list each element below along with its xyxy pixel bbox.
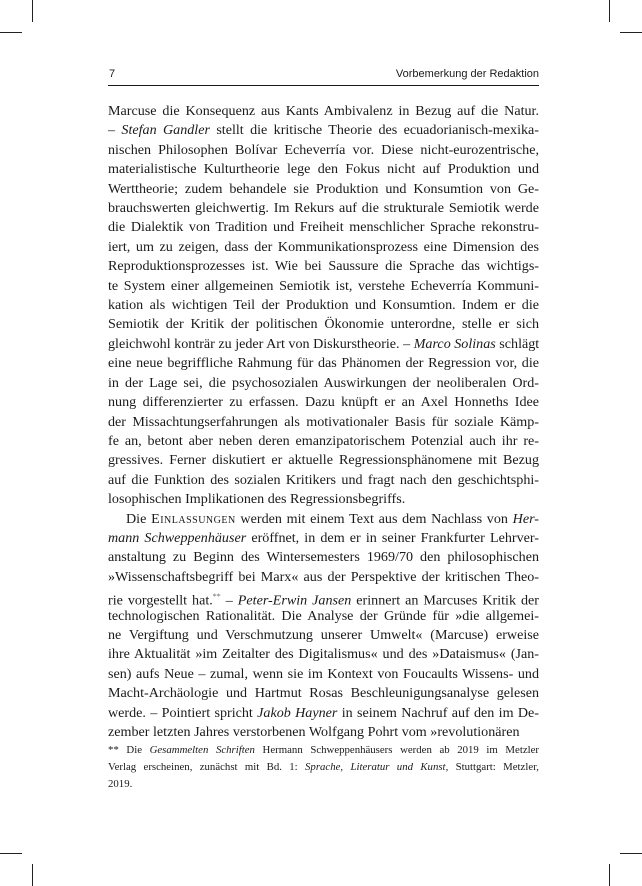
crop-mark	[620, 32, 642, 33]
italic-run: mann Schweppenhäuser	[108, 529, 247, 546]
text-run: ne Vergiftung und Verschmutzung unserer Umwelt« (Marcuse) erweise	[108, 626, 539, 643]
text-run: in seinem Nachruf auf den im De-	[337, 704, 539, 721]
text-line	[108, 587, 539, 609]
text-run: Semiotik der Kritik der politischen Ökonomie unterordne, stelle er sich	[108, 316, 539, 333]
page-number: 7	[109, 68, 116, 80]
text-line	[108, 393, 539, 412]
text-run: auf die Funktion des sozialen Kritikers und fragt nach den geschichtsphi-	[108, 471, 539, 488]
footnote-marker: **	[212, 592, 221, 602]
text-line	[108, 180, 539, 199]
text-run: ** Die	[108, 744, 150, 756]
crop-mark	[609, 0, 610, 22]
footnote-line	[108, 776, 539, 793]
text-line	[108, 510, 539, 529]
text-line	[108, 704, 539, 723]
italic-run: Marco Solinas	[413, 335, 496, 352]
footnote	[108, 742, 539, 793]
text-line	[108, 277, 539, 296]
text-line	[108, 199, 539, 218]
text-run: werden mit einem Text aus dem Nachlass von	[235, 510, 513, 527]
text-run: zember letzten Jahres verstorbenen Wolfgang Pohrt vom »revolutionären	[108, 724, 520, 740]
text-line	[108, 451, 539, 470]
text-run: anstaltung zu Beginn des Wintersemesters 1969/70 den philosophischen	[108, 549, 539, 566]
italic-run: Peter-Erwin Jansen	[237, 592, 352, 609]
text-line	[108, 645, 539, 664]
crop-mark	[620, 853, 642, 854]
text-run: nischen Philosophen Bolívar Echeverría vor. Diese nicht-eurozentrische,	[108, 141, 539, 158]
text-line	[108, 121, 539, 140]
crop-mark	[609, 864, 610, 886]
footnote-line	[108, 759, 539, 776]
crop-mark	[32, 864, 33, 886]
body-text	[108, 102, 539, 742]
text-run: –	[220, 592, 238, 609]
text-run: Die	[126, 510, 152, 527]
crop-mark	[0, 32, 22, 33]
italic-run: Sprache, Literatur und Kunst	[305, 761, 446, 773]
text-line	[108, 529, 539, 548]
italic-run: Stefan Gandler	[121, 122, 210, 139]
text-run: »Wissenschaftsbegriff bei Marx« aus der Perspektive der kritischen Theo-	[108, 568, 539, 585]
text-run: der Missachtungserfahrungen als motivationaler Basis für soziale Kämp-	[108, 413, 539, 430]
text-run: die Dialektik von Tradition und Freiheit menschlicher Sprache rekonstru-	[108, 219, 539, 236]
text-line	[108, 315, 539, 334]
text-run: schlägt	[495, 335, 540, 352]
crop-mark	[32, 0, 33, 22]
text-run: materialistische Kulturtheorie lege den Fokus nicht auf Produktion und	[108, 161, 539, 178]
text-line	[108, 607, 539, 626]
text-run: , Stuttgart: Metzler,	[445, 761, 539, 773]
text-run: erinnert an Marcuses Kritik der	[351, 592, 539, 609]
text-run: gressives. Ferner diskutiert er aktuelle Regressionsphänomene mit Bezug	[108, 452, 539, 469]
text-line	[108, 102, 539, 121]
text-run: ihre Aktualität »im Zeitalter des Digitalismus« und des »Dataismus« (Jan-	[108, 646, 539, 663]
text-line	[108, 238, 539, 257]
text-line	[108, 723, 539, 742]
text-line	[108, 471, 539, 490]
italic-run: Jakob Hayner	[257, 704, 338, 721]
text-run: –	[108, 122, 122, 139]
text-line	[108, 141, 539, 160]
text-line	[108, 296, 539, 315]
text-run: in der Lage sei, die psychosozialen Auswirkungen der neoliberalen Ord-	[108, 374, 539, 391]
text-run: Werttheorie; zudem behandele sie Produktion und Konsumtion von Ge-	[108, 180, 539, 197]
text-run: Hermann Schweppenhäusers werden ab 2019 im Metzler	[254, 744, 539, 756]
running-head: Vorbemerkung der Redaktion	[395, 68, 539, 80]
text-line	[108, 354, 539, 373]
italic-run: Her-	[512, 510, 540, 527]
text-run: iert, um zu zeigen, dass der Kommunikationsprozess eine Dimension des	[108, 238, 539, 255]
text-line	[108, 374, 539, 393]
text-line	[108, 665, 539, 684]
text-line	[108, 432, 539, 451]
text-run: brauchswerten gleichwertig. Im Rekurs auf die strukturale Semiotik werde	[108, 200, 539, 217]
text-run: Reproduktionsprozesses ist. Wie bei Saussure die Sprache das wichtigs-	[108, 258, 539, 275]
text-run: nung differenzierter zu erfassen. Dazu knüpft er an Axel Honneths Idee	[108, 394, 539, 411]
text-line	[108, 548, 539, 567]
text-run: Macht-Archäologie und Hartmut Rosas Beschleunigungsanalyse gelesen	[108, 685, 539, 702]
text-line	[108, 218, 539, 237]
crop-mark	[0, 853, 22, 854]
text-line	[108, 626, 539, 645]
text-run: rie vorgestellt hat.	[108, 592, 213, 609]
footnote-line	[108, 742, 539, 759]
text-line	[108, 413, 539, 432]
text-run: gleichwohl konträr zu jeder Art von Diskurstheorie. –	[108, 335, 414, 352]
italic-run: Gesammelten Schriften	[149, 744, 255, 756]
text-run: losophischen Implikationen des Regressionsbegriffs.	[108, 491, 406, 508]
text-line	[108, 568, 539, 587]
text-run: kation als wichtigen Teil der Produktion und Konsumtion. Indem er die	[108, 297, 539, 314]
text-run: Marcuse die Konsequenz aus Kants Ambivalenz in Bezug auf die Natur.	[108, 103, 539, 119]
text-run: 2019.	[108, 778, 133, 790]
header-rule	[108, 85, 539, 86]
text-line	[108, 160, 539, 179]
text-run: eine neue begriffliche Rahmung für das Phänomen der Regression vor, die	[108, 355, 539, 372]
text-run: werde. – Pointiert spricht	[108, 704, 258, 721]
text-run: fe an, betont aber neben deren emanzipatorischem Potenzial auch ihr re-	[108, 432, 539, 449]
text-run: te System einer allgemeinen Semiotik ist, verstehe Echeverría Kommuni-	[108, 277, 539, 294]
text-line	[108, 490, 539, 509]
text-run: stellt die kritische Theorie des ecuadorianisch-mexika-	[209, 122, 539, 139]
text-run: sen) aufs Neue – zumal, wenn sie im Kontext von Foucaults Wissens- und	[108, 665, 539, 682]
text-run: technologischen Rationalität. Die Analyse der Gründe für »die allgemei-	[108, 607, 539, 624]
text-line	[108, 257, 539, 276]
text-line	[108, 684, 539, 703]
text-line	[108, 335, 539, 354]
text-run: eröffnet, in dem er in seiner Frankfurter Lehrver-	[246, 529, 539, 546]
small-caps-run: Einlassungen	[151, 510, 236, 527]
text-run: Verlag erscheinen, zunächst mit Bd. 1:	[108, 761, 306, 773]
